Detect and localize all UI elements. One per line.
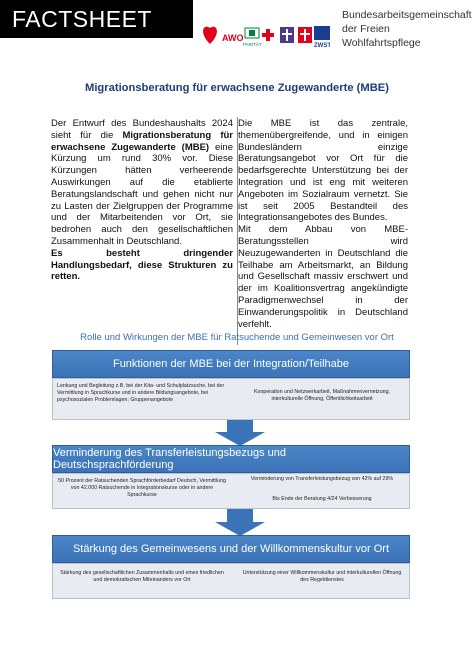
member-logos <box>200 24 330 50</box>
text-span: Der Entwurf des Bundeshaushalts 2024 sieht für die <box>51 118 233 141</box>
org-line: Bundesarbeitsgemeinschaft <box>342 9 472 21</box>
right-paragraph-2: Mit dem Abbau von MBE-Beratungsstellen wird Neuzugewanderten in Deutschland die Teilhabe am Arbeitsmarkt, an Bildung und Gesellschaft massiv erschwert und der im Koalitionsvertrag angekündigte Paradigmenwechsel in der Einwanderungspolitik in Deutschland verfehlt. <box>238 224 408 330</box>
caritas-logo <box>298 27 312 43</box>
svg-text:PARITÄT: PARITÄT <box>243 42 262 47</box>
diagram-panel-1 <box>52 378 410 420</box>
member-logos-svg <box>200 24 330 50</box>
text-span: eine Kürzung um rund 30% vor. Diese Kürzungen hätten verheerende Auswirkungen auf die etablierte Beratungslandschaft und gehen nicht nur zu Lasten der Zielgruppen der Programme und der Mitarbeitenden vor Ort, sie bedrohen auch den gesellschaftlichen Zusammenhalt in Deutschland. <box>51 141 233 247</box>
diagram-panel-3 <box>52 563 410 599</box>
svg-text:AWO: AWO <box>222 33 244 43</box>
panel-2-right-text-2: Bis Ende der Beratung 4/24 Verbesserung <box>272 496 372 502</box>
factsheet-label: FACTSHEET <box>0 0 193 38</box>
awo-logo <box>203 27 243 44</box>
down-arrow-icon <box>215 420 265 446</box>
highlight-text: Migrationsberatung für erwachsene Zugewanderte (MBE) <box>51 129 233 153</box>
left-paragraph-2: Es besteht dringender Handlungsbedarf, diese Strukturen zu retten. <box>51 247 233 283</box>
diagram-heading-1: Funktionen der MBE bei der Integration/Teilhabe <box>52 350 410 378</box>
panel-1-right-text: Kooperation und Netzwerkarbeit, Maßnahmenvernetzung, interkulturelle Öffnung, Öffentlichkeitsarbeit <box>253 389 391 402</box>
zwst-logo <box>314 26 330 49</box>
panel-2-left-text: 50 Prozent der Ratsuchenden Sprachförderbedarf Deutsch, Vermittlung von 42.000 Ratsuchende in Integrationskurse oder in andere Sprachkurse <box>58 478 226 498</box>
diakonie-logo <box>280 27 294 43</box>
diagram-panel-2 <box>52 473 410 509</box>
diagram-heading-3: Stärkung des Gemeinwesens und der Willkommenskultur vor Ort <box>52 535 410 563</box>
panel-3-right-text: Unterstützung einer Willkommenskultur und interkulturellen Öffnung des Regeldienstes <box>242 570 402 583</box>
panel-1-left-text: Lenkung und Begleitung z.B. bei der Kita- und Schulplatzsuche, bei der Vermittlung in Sprachkurse und in andere Bildungsangebote, bei psychosozialen Problemlagen; Gruppenangebote <box>57 383 225 403</box>
diagram-heading-2: Verminderung des Transferleistungsbezugs und Deutschsprachförderung <box>52 445 410 473</box>
right-paragraph-1: Die MBE ist das zentrale, themenübergreifende, und in einigen Bundesländern einzige Beratungsangebot vor Ort für die bedarfsgerechte Unterstützung bei der Integration und ist eng mit weiteren Angeboten im Sozialraum vernetzt. Sie ist seit 2005 Bestandteil des Integrationsangebotes des Bundes. <box>238 118 408 224</box>
page-title: Migrationsberatung für erwachsene Zugewanderte (MBE) <box>85 82 389 94</box>
panel-2-right-text-1: Verminderung von Transferleistungsbezug von 42% auf 29% <box>250 476 394 482</box>
org-name <box>342 8 472 50</box>
org-line: der Freien <box>342 23 390 35</box>
paritaet-logo <box>243 28 262 47</box>
svg-text:ZWST: ZWST <box>314 43 330 49</box>
left-column <box>51 118 233 283</box>
panel-3-left-text: Stärkung des gesellschaftlichen Zusammenhalts und eines friedlichen und demokratischen Miteinanders vor Ort <box>60 570 224 583</box>
diagram-title: Rolle und Wirkungen der MBE für Ratsuchende und Gemeinwesen vor Ort <box>80 332 394 343</box>
right-column <box>238 118 408 330</box>
left-paragraph-1 <box>51 118 233 248</box>
down-arrow-icon <box>215 509 265 536</box>
red-cross-logo <box>262 29 274 41</box>
org-line: Wohlfahrtspflege <box>342 37 421 49</box>
